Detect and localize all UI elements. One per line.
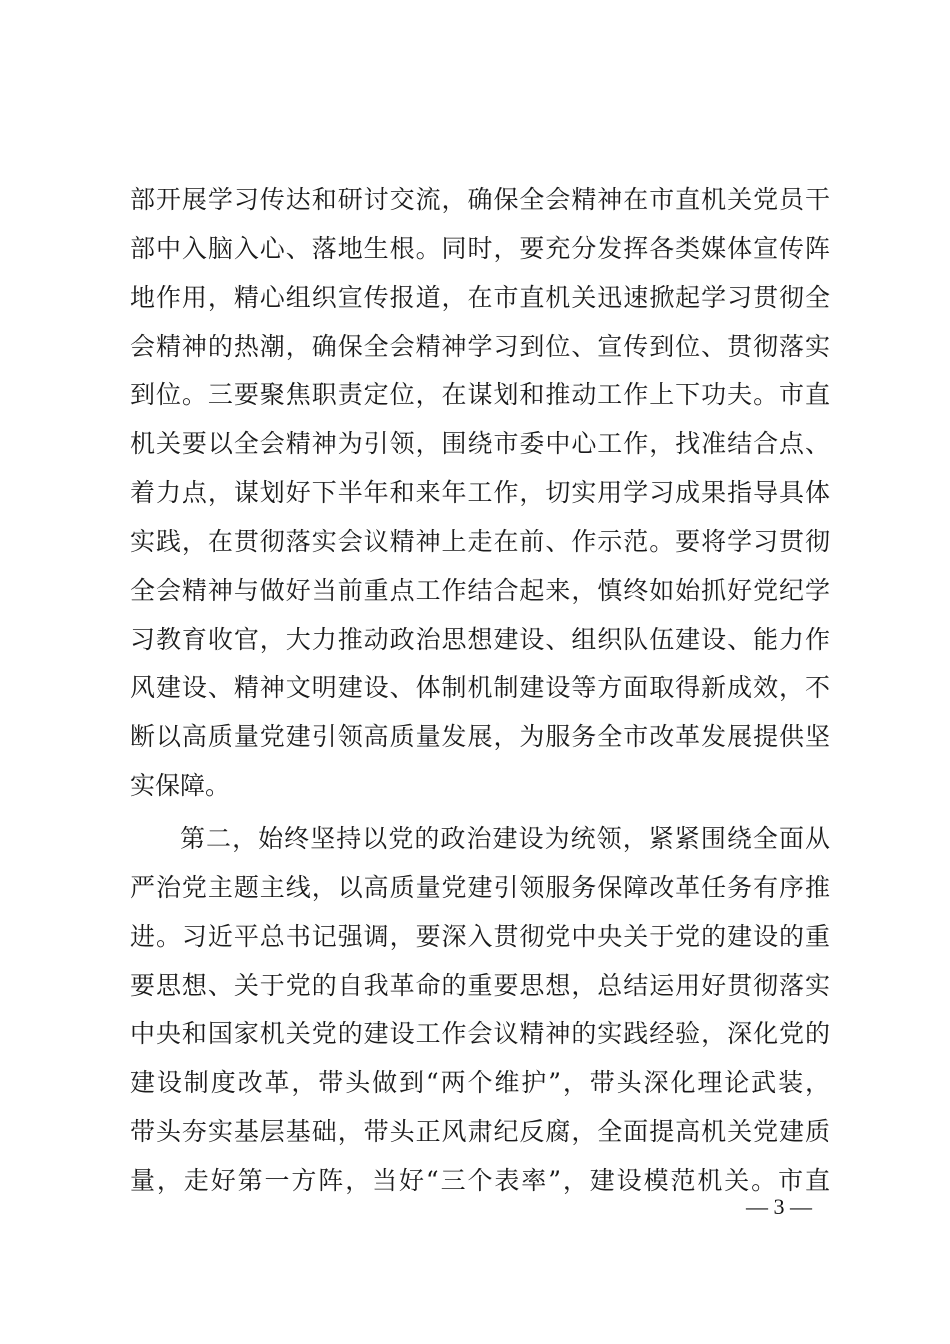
paragraph-2-line-8: 量，走好第一方阵，当好“三个表率”，建设模范机关。市直 — [130, 1165, 830, 1195]
paragraph-2-line-1: 第二，始终坚持以党的政治建设为统领，紧紧围绕全面从 — [180, 823, 830, 853]
page-number: — 3 — — [746, 1194, 812, 1219]
paragraph-1-line-5: 到位。三要聚焦职责定位，在谋划和推动工作上下功夫。市直 — [130, 380, 830, 410]
paragraph-2-line-6: 建设制度改革，带头做到“两个维护”，带头深化理论武装， — [130, 1068, 830, 1098]
paragraph-1-line-1: 部开展学习传达和研讨交流，确保全会精神在市直机关党员干 — [130, 185, 830, 214]
paragraph-1-line-10: 习教育收官，大力推动政治思想建设、组织队伍建设、能力作 — [130, 624, 830, 654]
paragraph-1-line-3: 地作用，精心组织宣传报道，在市直机关迅速掀起学习贯彻全 — [130, 282, 830, 312]
paragraph-1-line-9: 全会精神与做好当前重点工作结合起来，慎终如始抓好党纪学 — [130, 575, 830, 605]
paragraph-2-line-7: 带头夯实基层基础，带头正风肃纪反腐，全面提高机关党建质 — [130, 1117, 830, 1147]
paragraph-2-line-2: 严治党主题主线，以高质量党建引领服务保障改革任务有序推 — [130, 872, 830, 902]
paragraph-1-line-2: 部中入脑入心、落地生根。同时，要充分发挥各类媒体宣传阵 — [130, 233, 830, 263]
paragraph-1-line-13: 实保障。 — [130, 771, 231, 801]
paragraph-2-line-4: 要思想、关于党的自我革命的重要思想，总结运用好贯彻落实 — [130, 970, 830, 1000]
body-text — [130, 176, 830, 1206]
paragraph-1-line-12: 断以高质量党建引领高质量发展，为服务全市改革发展提供坚 — [130, 722, 830, 752]
paragraph-1-line-8: 实践，在贯彻落实会议精神上走在前、作示范。要将学习贯彻 — [130, 526, 830, 556]
paragraph-2-line-3: 进。习近平总书记强调，要深入贯彻党中央关于党的建设的重 — [130, 921, 830, 951]
paragraph-2-line-5: 中央和国家机关党的建设工作会议精神的实践经验，深化党的 — [130, 1019, 830, 1049]
paragraph-1-line-6: 机关要以全会精神为引领，围绕市委中心工作，找准结合点、 — [130, 429, 830, 459]
paragraph-1-line-7: 着力点，谋划好下半年和来年工作，切实用学习成果指导具体 — [130, 478, 830, 508]
paragraph-1-line-4: 会精神的热潮，确保全会精神学习到位、宣传到位、贯彻落实 — [130, 331, 830, 361]
paragraph-1-line-11: 风建设、精神文明建设、体制机制建设等方面取得新成效，不 — [130, 673, 830, 703]
